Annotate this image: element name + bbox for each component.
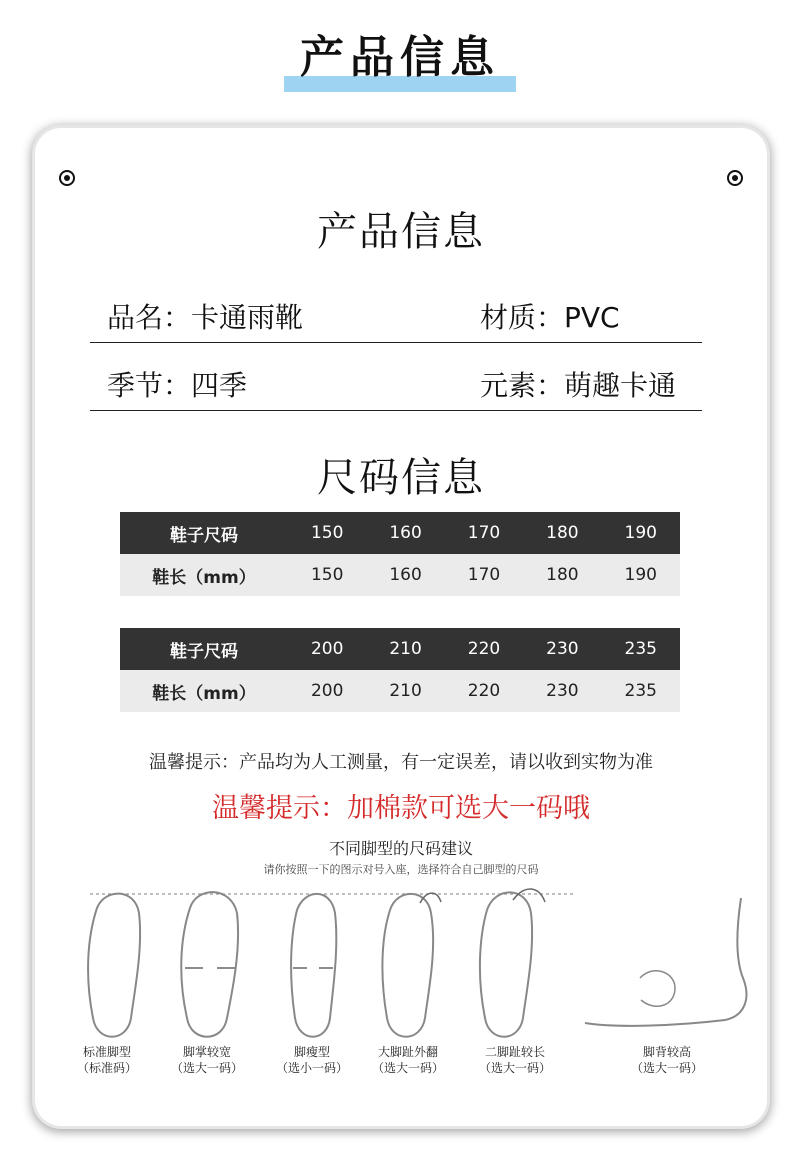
length-cell: 200 (288, 670, 366, 712)
length-cell: 230 (523, 670, 601, 712)
length-cell: 210 (366, 670, 444, 712)
size-cell: 170 (445, 512, 523, 554)
size-cell: 220 (445, 628, 523, 670)
info-row-1 (90, 302, 702, 343)
foot-type-tip: （选大一码） (371, 1061, 444, 1075)
size-table-2 (120, 628, 680, 712)
foot-type-wide (157, 1044, 257, 1076)
foot-type-name: 脚瘦型 (293, 1045, 330, 1059)
product-material: 材质：PVC (480, 301, 620, 334)
length-cell: 150 (288, 554, 366, 596)
size-cell: 160 (366, 512, 444, 554)
table-header-cell: 鞋子尺码 (120, 628, 288, 670)
size-cell: 190 (602, 512, 680, 554)
foot-type-name: 脚掌较宽 (182, 1045, 231, 1059)
length-cell: 220 (445, 670, 523, 712)
page-header (0, 30, 800, 86)
foot-type-high-instep (617, 1044, 717, 1076)
foot-type-name: 标准脚型 (82, 1045, 131, 1059)
table-row (120, 628, 680, 670)
page-title (290, 30, 510, 86)
foot-standard-icon (88, 894, 140, 1037)
size-cell: 230 (523, 628, 601, 670)
table-header-cell: 鞋子尺码 (120, 512, 288, 554)
pin-icon (727, 170, 743, 186)
foot-type-long-second-toe (465, 1044, 565, 1076)
length-cell: 170 (445, 554, 523, 596)
foot-thin-icon (291, 894, 336, 1037)
page-title-text: 产品信息 (300, 32, 500, 83)
foot-type-tip: （选大一码） (170, 1061, 243, 1075)
foot-type-tip: （选小一码） (275, 1061, 348, 1075)
length-cell: 160 (366, 554, 444, 596)
foot-type-name: 大脚趾外翻 (377, 1045, 438, 1059)
measurement-note: 温馨提示：产品均为人工测量，有一定误差，请以收到实物为准 (149, 752, 653, 773)
foot-type-bunion (358, 1044, 458, 1076)
foot-type-tip: （选大一码） (630, 1061, 703, 1075)
info-card (35, 128, 767, 1126)
foot-wide-icon (181, 892, 238, 1037)
advice-title: 不同脚型的尺码建议 (328, 839, 473, 858)
size-cell: 210 (366, 628, 444, 670)
product-season: 季节：四季 (107, 369, 248, 402)
size-cell: 235 (602, 628, 680, 670)
pin-icon (59, 170, 75, 186)
size-cell: 180 (523, 512, 601, 554)
foot-types-illustration (35, 878, 767, 1043)
size-table-1 (120, 512, 680, 596)
advice-subtitle: 请你按照一下的图示对号入座，选择符合自己脚型的尺码 (263, 863, 539, 876)
length-cell: 190 (602, 554, 680, 596)
table-row (120, 670, 680, 712)
size-cell: 150 (288, 512, 366, 554)
foot-type-name: 脚背较高 (642, 1045, 691, 1059)
foot-type-standard (57, 1044, 157, 1076)
foot-type-tip: （标准码） (76, 1061, 137, 1075)
info-row-2 (90, 370, 702, 411)
table-row (120, 554, 680, 596)
table-row (120, 512, 680, 554)
foot-type-tip: （选大一码） (478, 1061, 551, 1075)
foot-type-name: 二脚趾较长 (484, 1045, 545, 1059)
length-cell: 180 (523, 554, 601, 596)
foot-high-instep-icon (585, 898, 746, 1026)
foot-long-second-toe-icon (480, 892, 532, 1036)
product-info-title: 产品信息 (317, 209, 485, 255)
table-header-cell: 鞋长（mm） (120, 670, 288, 712)
product-element: 元素：萌趣卡通 (480, 369, 677, 402)
foot-bunion-icon (382, 894, 433, 1037)
product-name: 品名：卡通雨靴 (107, 301, 304, 334)
foot-type-thin (262, 1044, 362, 1076)
size-cell: 200 (288, 628, 366, 670)
table-header-cell: 鞋长（mm） (120, 554, 288, 596)
size-info-title: 尺码信息 (317, 455, 485, 501)
length-cell: 235 (602, 670, 680, 712)
warm-tip: 温馨提示：加棉款可选大一码哦 (212, 793, 590, 824)
